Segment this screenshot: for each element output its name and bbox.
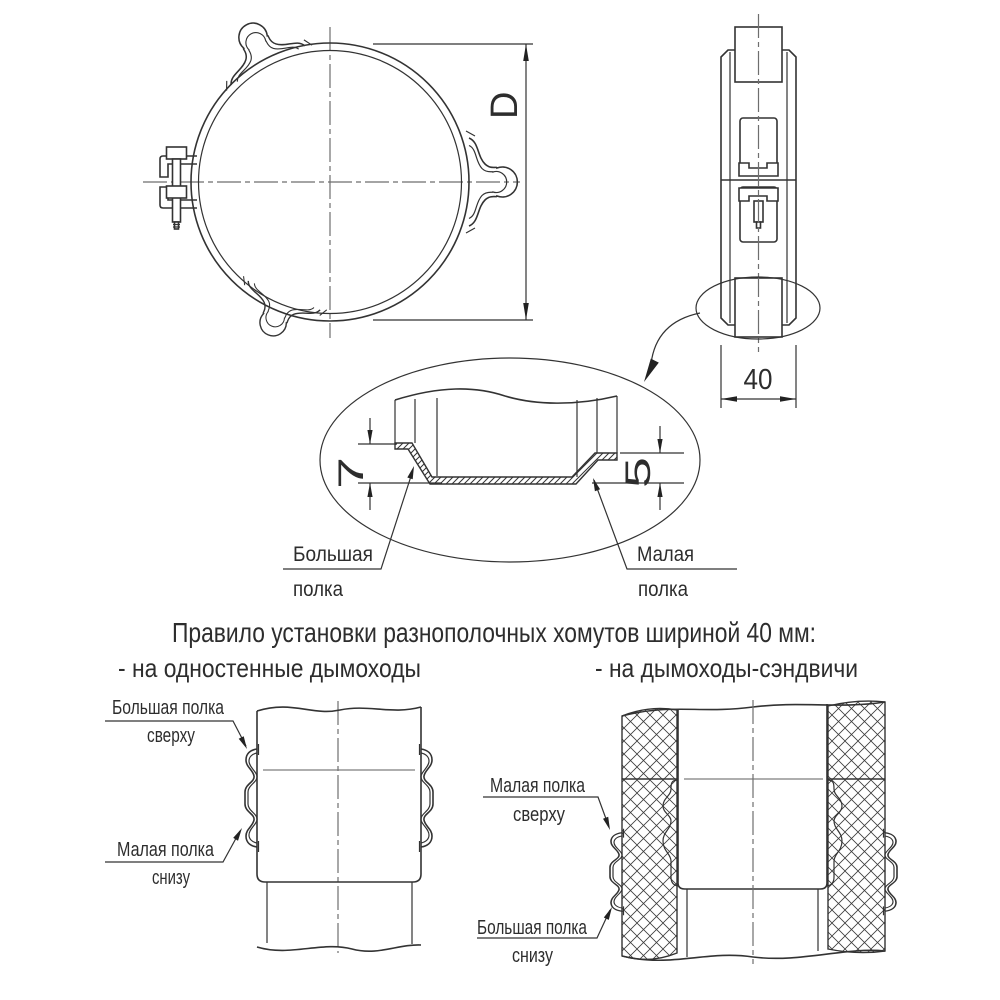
arrowhead-down	[523, 303, 529, 320]
small-flange-label-line2: полка	[638, 577, 689, 601]
small-flange-bottom-callout	[105, 828, 242, 889]
page-title: Правило установки разнополочных хомутов шириной 40 мм:	[172, 617, 816, 648]
insulation-column-left	[622, 708, 677, 959]
bolt-head	[167, 147, 187, 159]
small-flange-callout	[593, 478, 737, 601]
big-flange-height-label: 7	[332, 469, 371, 489]
single-bottom-label-line2: снизу	[152, 866, 191, 889]
clamp-ear-top-left	[204, 2, 312, 91]
rule-text	[118, 617, 858, 683]
sandwich-bottom-label-line1: Большая полка	[477, 916, 588, 939]
side-view	[644, 14, 820, 408]
diameter-label: D	[484, 91, 526, 119]
bolt-nut	[167, 186, 187, 198]
front-view	[143, 2, 533, 352]
sandwich-diagram	[477, 700, 897, 967]
profile-section	[395, 443, 617, 484]
arrowhead-up	[523, 44, 529, 61]
single-top-label-line1: Большая полка	[112, 696, 225, 719]
small-flange-height-label: 5	[619, 468, 658, 488]
upper-pipe-outline	[257, 707, 421, 882]
bolt-thread-tip	[175, 222, 179, 229]
big-flange-label-line1: Большая	[293, 542, 373, 566]
single-bottom-label-line1: Малая полка	[117, 838, 215, 861]
sandwich-top-label-line2: сверху	[513, 803, 566, 826]
small-flange-top-callout	[483, 774, 610, 830]
insulation-column-right	[828, 701, 885, 953]
big-flange-dimension	[332, 418, 442, 510]
detail-view	[283, 358, 737, 601]
single-top-label-line2: сверху	[147, 724, 196, 747]
pipe-break-bottom	[257, 945, 421, 951]
detail-leader-curve	[651, 313, 700, 364]
pipe-break-top	[257, 707, 421, 711]
sandwich-bottom-label-line2: снизу	[512, 944, 554, 967]
subtitle-single-wall: - на одностенные дымоходы	[118, 653, 421, 683]
small-flange-label-line1: Малая	[637, 542, 694, 566]
detail-leader-arrowhead	[644, 359, 659, 382]
single-wall-diagram	[105, 696, 433, 953]
clamp-ear-bottom-left	[227, 276, 327, 352]
big-flange-top-callout	[105, 696, 247, 749]
small-flange-dimension	[592, 426, 684, 510]
width-label: 40	[743, 364, 773, 396]
width-dimension	[721, 345, 796, 408]
subtitle-sandwich: - на дымоходы-сэндвичи	[595, 653, 858, 683]
pipe-break-line	[395, 389, 617, 403]
big-flange-bottom-callout	[477, 907, 612, 967]
sandwich-top-label-line1: Малая полка	[490, 774, 586, 797]
big-flange-label-line2: полка	[293, 577, 344, 601]
